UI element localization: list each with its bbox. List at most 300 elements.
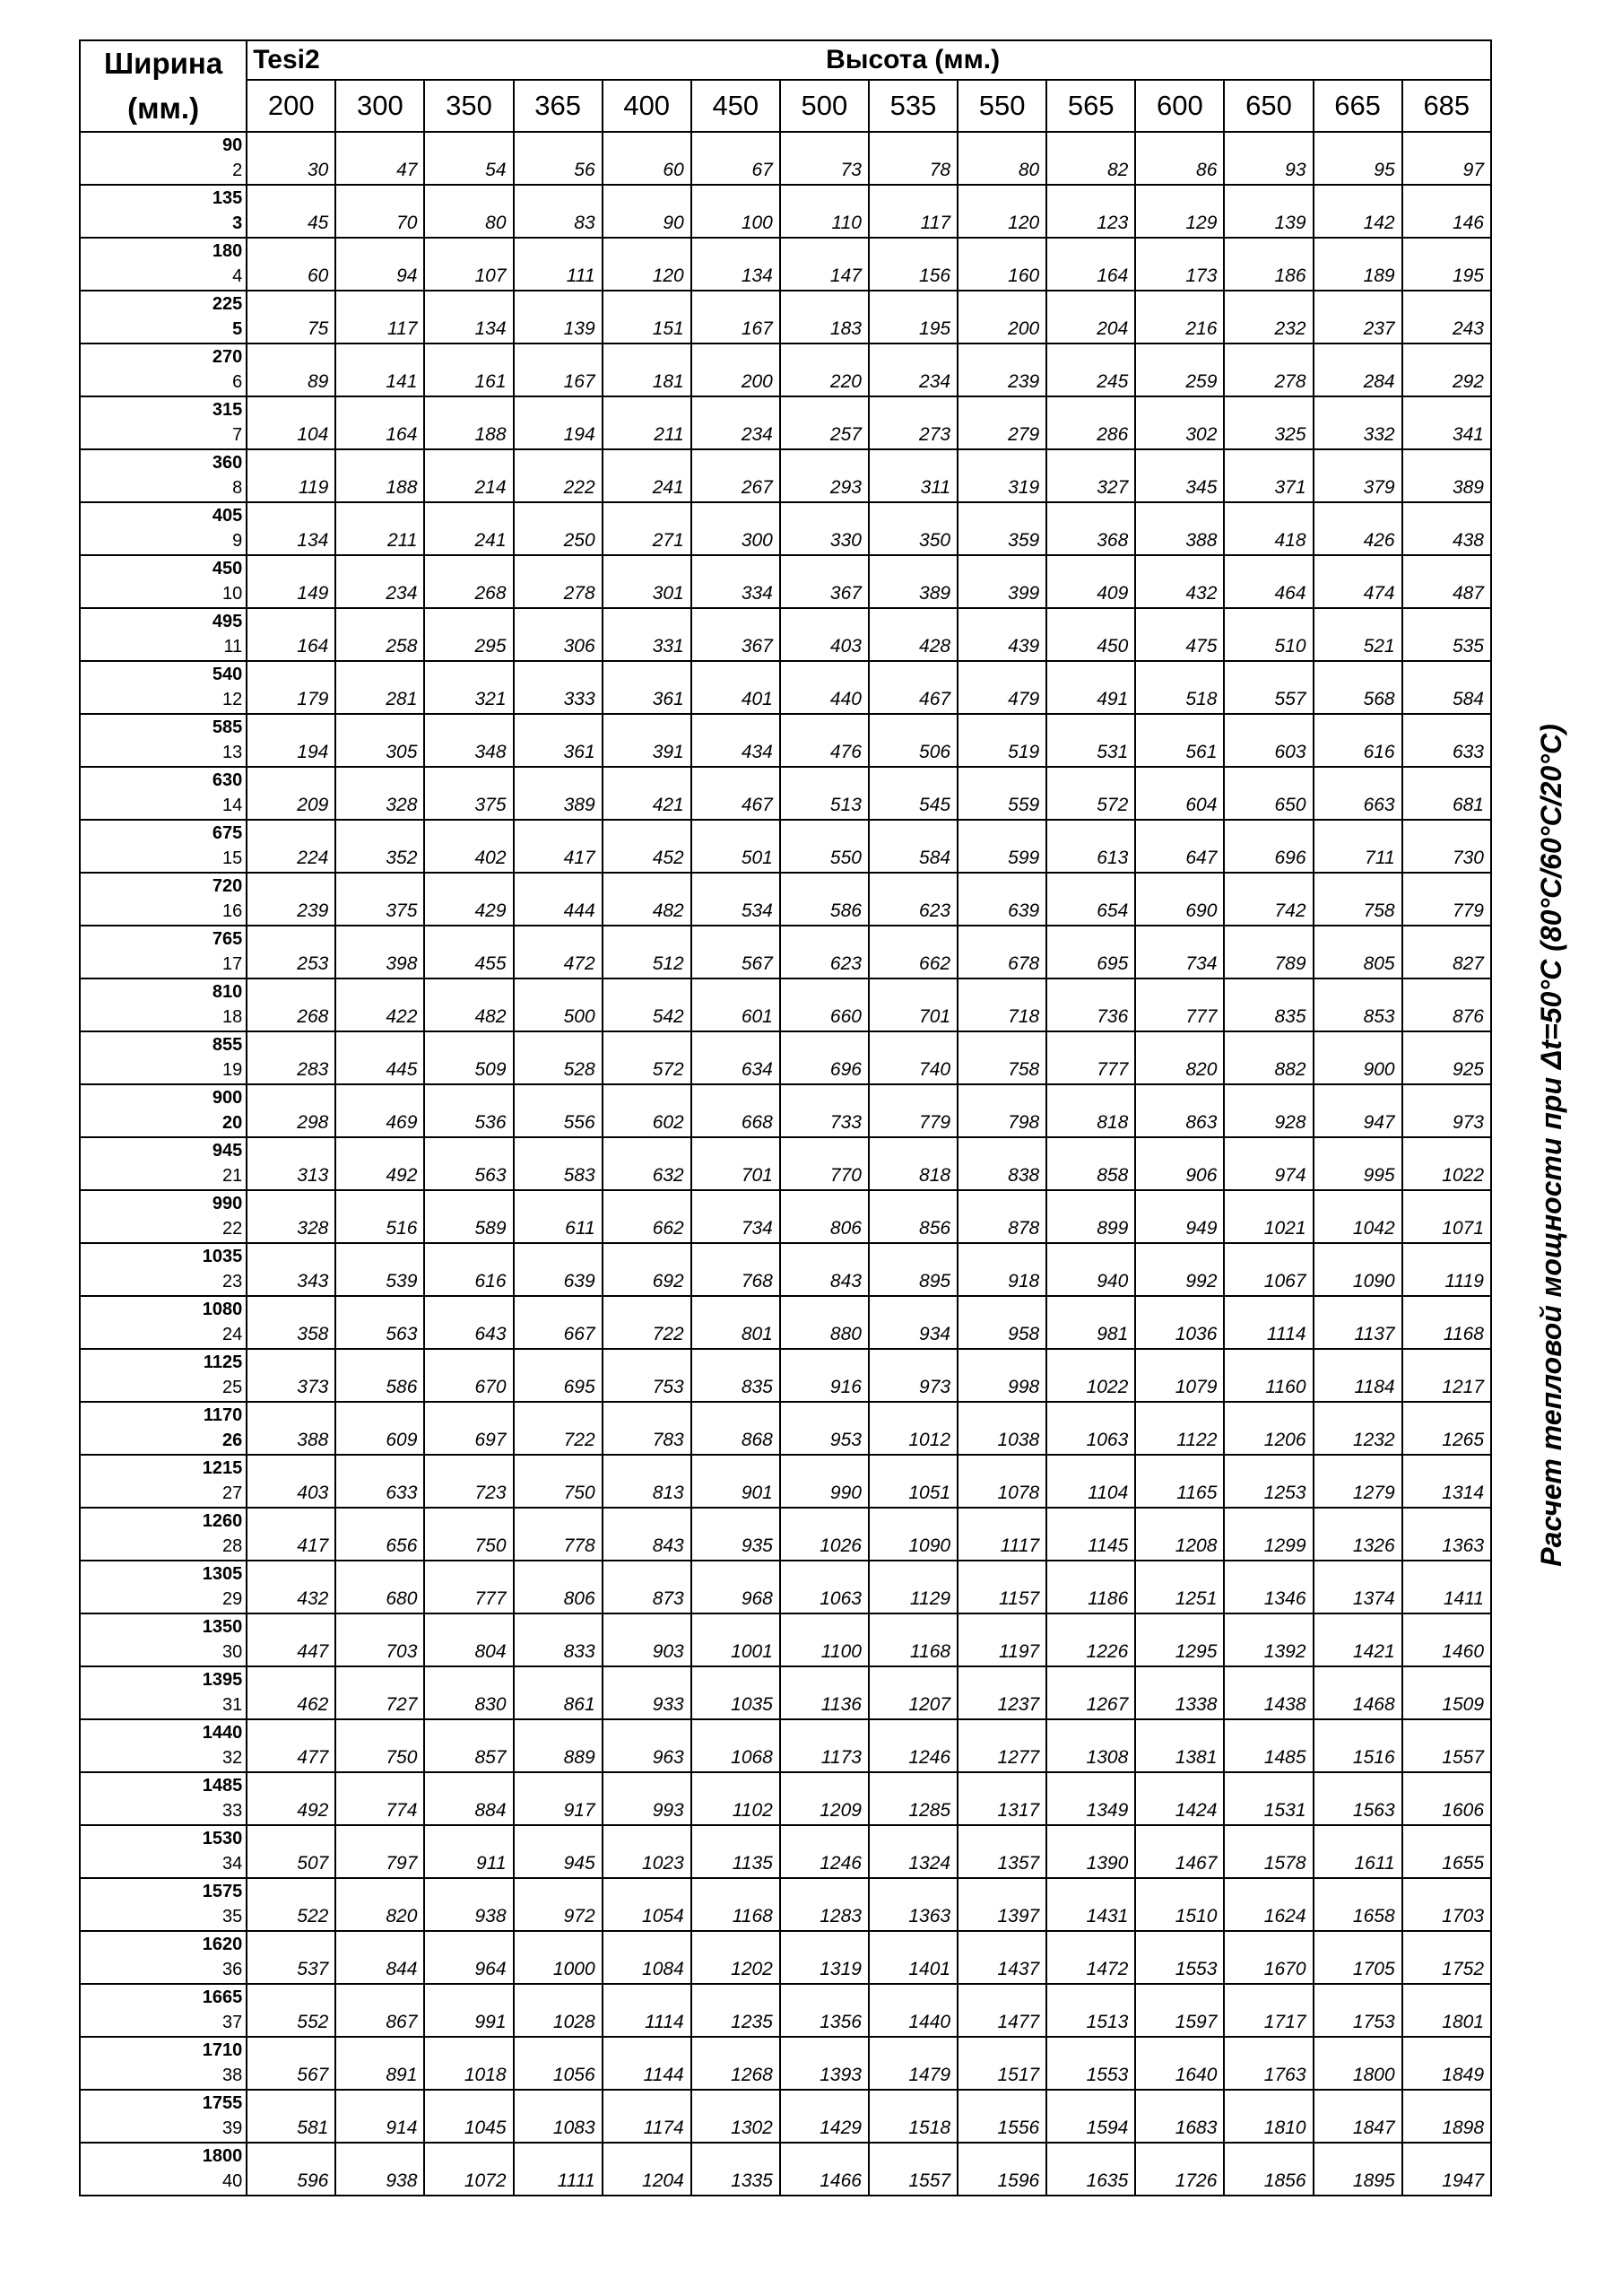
header-row-1 xyxy=(80,40,1491,80)
power-value-cell: 472 xyxy=(514,926,603,978)
height-header-cell: 600 xyxy=(1135,80,1224,132)
row-section-count: 6 xyxy=(232,372,243,392)
power-value-cell: 1265 xyxy=(1402,1402,1491,1455)
power-value-cell: 1801 xyxy=(1402,1984,1491,2037)
table-row xyxy=(80,1296,1491,1349)
table-row xyxy=(80,502,1491,555)
power-value-cell: 334 xyxy=(691,555,780,608)
power-value-cell: 1068 xyxy=(691,1719,780,1772)
row-width-cell xyxy=(80,1402,247,1455)
power-value-cell: 680 xyxy=(335,1561,424,1613)
power-value-cell: 281 xyxy=(335,661,424,714)
power-value-cell: 611 xyxy=(514,1190,603,1243)
power-value-cell: 550 xyxy=(780,820,869,873)
power-value-cell: 1578 xyxy=(1224,1825,1313,1878)
power-value-cell: 972 xyxy=(514,1878,603,1931)
power-value-cell: 278 xyxy=(514,555,603,608)
power-value-cell: 417 xyxy=(247,1508,335,1561)
power-value-cell: 958 xyxy=(958,1296,1046,1349)
power-value-cell: 656 xyxy=(335,1508,424,1561)
power-value-cell: 426 xyxy=(1314,502,1402,555)
power-value-cell: 1012 xyxy=(869,1402,958,1455)
row-section-count: 23 xyxy=(221,1272,243,1292)
power-value-cell: 889 xyxy=(514,1719,603,1772)
power-value-cell: 1054 xyxy=(603,1878,691,1931)
power-value-cell: 1173 xyxy=(780,1719,869,1772)
power-value-cell: 903 xyxy=(603,1613,691,1666)
power-value-cell: 1429 xyxy=(780,2090,869,2143)
height-header-cell: 665 xyxy=(1314,80,1402,132)
power-value-cell: 563 xyxy=(335,1296,424,1349)
power-value-cell: 1393 xyxy=(780,2037,869,2090)
power-value-cell: 1235 xyxy=(691,1984,780,2037)
power-value-cell: 373 xyxy=(247,1349,335,1402)
power-value-cell: 804 xyxy=(424,1613,513,1666)
power-value-cell: 283 xyxy=(247,1031,335,1084)
power-value-cell: 90 xyxy=(603,185,691,238)
power-value-cell: 758 xyxy=(958,1031,1046,1084)
power-value-cell: 1136 xyxy=(780,1666,869,1719)
table-header xyxy=(80,40,1491,132)
power-value-cell: 1102 xyxy=(691,1772,780,1825)
power-value-cell: 884 xyxy=(424,1772,513,1825)
power-value-cell: 602 xyxy=(603,1084,691,1137)
power-value-cell: 179 xyxy=(247,661,335,714)
power-value-cell: 1753 xyxy=(1314,1984,1402,2037)
power-value-cell: 1703 xyxy=(1402,1878,1491,1931)
row-width-cell xyxy=(80,1455,247,1508)
power-value-cell: 998 xyxy=(958,1349,1046,1402)
row-width-mm: 1260 xyxy=(202,1511,243,1531)
power-value-cell: 1717 xyxy=(1224,1984,1313,2037)
height-header-cell: 200 xyxy=(247,80,335,132)
row-width-cell xyxy=(80,344,247,396)
power-value-cell: 476 xyxy=(780,714,869,767)
power-value-cell: 711 xyxy=(1314,820,1402,873)
power-value-cell: 1072 xyxy=(424,2143,513,2196)
power-value-cell: 662 xyxy=(603,1190,691,1243)
power-value-cell: 1253 xyxy=(1224,1455,1313,1508)
table-row xyxy=(80,1455,1491,1508)
power-value-cell: 278 xyxy=(1224,344,1313,396)
power-value-cell: 403 xyxy=(780,608,869,661)
height-header-cell: 550 xyxy=(958,80,1046,132)
power-value-cell: 402 xyxy=(424,820,513,873)
power-value-cell: 167 xyxy=(514,344,603,396)
power-value-cell: 119 xyxy=(247,449,335,502)
row-section-count: 34 xyxy=(221,1854,243,1874)
power-value-cell: 758 xyxy=(1314,873,1402,926)
row-width-mm: 1530 xyxy=(202,1829,243,1848)
power-value-cell: 1129 xyxy=(869,1561,958,1613)
width-header-line2: (мм.) xyxy=(127,91,200,125)
power-value-cell: 142 xyxy=(1314,185,1402,238)
power-value-cell: 805 xyxy=(1314,926,1402,978)
power-value-cell: 399 xyxy=(958,555,1046,608)
power-value-cell: 1468 xyxy=(1314,1666,1402,1719)
power-value-cell: 440 xyxy=(780,661,869,714)
power-value-cell: 1022 xyxy=(1402,1137,1491,1190)
power-value-cell: 439 xyxy=(958,608,1046,661)
power-value-cell: 777 xyxy=(1135,978,1224,1031)
table-row xyxy=(80,1931,1491,1984)
row-width-mm: 90 xyxy=(221,135,243,155)
power-value-cell: 60 xyxy=(603,132,691,185)
power-value-cell: 1268 xyxy=(691,2037,780,2090)
power-value-cell: 200 xyxy=(691,344,780,396)
power-value-cell: 1204 xyxy=(603,2143,691,2196)
power-value-cell: 195 xyxy=(869,291,958,344)
power-value-cell: 110 xyxy=(780,185,869,238)
row-section-count: 40 xyxy=(221,2171,243,2191)
row-width-mm: 1395 xyxy=(202,1670,243,1690)
power-value-cell: 491 xyxy=(1046,661,1135,714)
power-value-cell: 973 xyxy=(1402,1084,1491,1137)
power-value-cell: 319 xyxy=(958,449,1046,502)
power-value-cell: 695 xyxy=(514,1349,603,1402)
power-value-cell: 200 xyxy=(958,291,1046,344)
table-row xyxy=(80,1137,1491,1190)
table-row xyxy=(80,2090,1491,2143)
power-value-cell: 660 xyxy=(780,978,869,1031)
power-value-cell: 194 xyxy=(514,396,603,449)
power-value-cell: 935 xyxy=(691,1508,780,1561)
power-value-cell: 1556 xyxy=(958,2090,1046,2143)
power-value-cell: 94 xyxy=(335,238,424,291)
power-value-cell: 1401 xyxy=(869,1931,958,1984)
power-value-cell: 1122 xyxy=(1135,1402,1224,1455)
row-width-cell xyxy=(80,926,247,978)
row-section-count: 12 xyxy=(221,690,243,709)
power-value-cell: 1683 xyxy=(1135,2090,1224,2143)
power-value-cell: 245 xyxy=(1046,344,1135,396)
power-value-cell: 750 xyxy=(424,1508,513,1561)
power-value-cell: 949 xyxy=(1135,1190,1224,1243)
power-value-cell: 487 xyxy=(1402,555,1491,608)
power-value-cell: 375 xyxy=(335,873,424,926)
power-value-cell: 1658 xyxy=(1314,1878,1402,1931)
power-value-cell: 1392 xyxy=(1224,1613,1313,1666)
power-value-cell: 1424 xyxy=(1135,1772,1224,1825)
power-value-cell: 1705 xyxy=(1314,1931,1402,1984)
power-value-cell: 100 xyxy=(691,185,780,238)
power-value-cell: 1035 xyxy=(691,1666,780,1719)
power-value-cell: 1197 xyxy=(958,1613,1046,1666)
power-value-cell: 1168 xyxy=(869,1613,958,1666)
power-value-cell: 639 xyxy=(958,873,1046,926)
power-value-cell: 643 xyxy=(424,1296,513,1349)
table-row xyxy=(80,449,1491,502)
power-value-cell: 539 xyxy=(335,1243,424,1296)
power-value-cell: 239 xyxy=(958,344,1046,396)
height-header-cell: 500 xyxy=(780,80,869,132)
power-value-cell: 139 xyxy=(514,291,603,344)
power-value-cell: 1186 xyxy=(1046,1561,1135,1613)
power-value-cell: 827 xyxy=(1402,926,1491,978)
power-value-cell: 403 xyxy=(247,1455,335,1508)
power-value-cell: 117 xyxy=(335,291,424,344)
power-value-cell: 306 xyxy=(514,608,603,661)
power-value-cell: 232 xyxy=(1224,291,1313,344)
power-value-cell: 479 xyxy=(958,661,1046,714)
power-value-cell: 906 xyxy=(1135,1137,1224,1190)
row-width-cell xyxy=(80,820,247,873)
power-value-cell: 858 xyxy=(1046,1137,1135,1190)
power-value-cell: 901 xyxy=(691,1455,780,1508)
power-value-cell: 783 xyxy=(603,1402,691,1455)
power-value-cell: 1237 xyxy=(958,1666,1046,1719)
power-value-cell: 880 xyxy=(780,1296,869,1349)
power-value-cell: 75 xyxy=(247,291,335,344)
row-width-mm: 315 xyxy=(212,400,243,420)
power-value-cell: 434 xyxy=(691,714,780,767)
row-width-mm: 1665 xyxy=(202,1987,243,2007)
power-value-cell: 916 xyxy=(780,1349,869,1402)
power-value-cell: 583 xyxy=(514,1137,603,1190)
power-value-cell: 241 xyxy=(603,449,691,502)
power-value-cell: 1308 xyxy=(1046,1719,1135,1772)
power-value-cell: 633 xyxy=(1402,714,1491,767)
power-value-cell: 97 xyxy=(1402,132,1491,185)
table-row xyxy=(80,1772,1491,1825)
power-value-cell: 1363 xyxy=(1402,1508,1491,1561)
power-value-cell: 1071 xyxy=(1402,1190,1491,1243)
row-width-mm: 585 xyxy=(212,718,243,737)
row-width-cell xyxy=(80,2143,247,2196)
table-row xyxy=(80,978,1491,1031)
power-value-cell: 183 xyxy=(780,291,869,344)
power-value-cell: 740 xyxy=(869,1031,958,1084)
row-width-cell xyxy=(80,1878,247,1931)
power-value-cell: 973 xyxy=(869,1349,958,1402)
power-value-cell: 736 xyxy=(1046,978,1135,1031)
power-value-cell: 1557 xyxy=(869,2143,958,2196)
power-value-cell: 1226 xyxy=(1046,1613,1135,1666)
power-value-cell: 1144 xyxy=(603,2037,691,2090)
power-value-cell: 361 xyxy=(603,661,691,714)
power-value-cell: 561 xyxy=(1135,714,1224,767)
power-value-cell: 1440 xyxy=(869,1984,958,2037)
power-value-cell: 1594 xyxy=(1046,2090,1135,2143)
row-width-cell xyxy=(80,714,247,767)
power-value-cell: 535 xyxy=(1402,608,1491,661)
row-width-mm: 1080 xyxy=(202,1300,243,1319)
power-value-cell: 632 xyxy=(603,1137,691,1190)
power-value-cell: 1397 xyxy=(958,1878,1046,1931)
table-row xyxy=(80,1084,1491,1137)
row-width-cell xyxy=(80,1666,247,1719)
power-value-cell: 572 xyxy=(603,1031,691,1084)
power-value-cell: 1670 xyxy=(1224,1931,1313,1984)
power-value-cell: 995 xyxy=(1314,1137,1402,1190)
row-width-mm: 1620 xyxy=(202,1935,243,1954)
power-value-cell: 147 xyxy=(780,238,869,291)
power-value-cell: 268 xyxy=(247,978,335,1031)
row-section-count: 16 xyxy=(221,901,243,921)
power-value-cell: 1563 xyxy=(1314,1772,1402,1825)
power-value-cell: 492 xyxy=(335,1137,424,1190)
row-width-mm: 945 xyxy=(212,1141,243,1161)
row-section-count: 30 xyxy=(221,1642,243,1662)
power-value-cell: 696 xyxy=(780,1031,869,1084)
height-values-row xyxy=(80,80,1491,132)
power-value-cell: 534 xyxy=(691,873,780,926)
power-value-cell: 1349 xyxy=(1046,1772,1135,1825)
power-value-cell: 633 xyxy=(335,1455,424,1508)
power-value-cell: 211 xyxy=(603,396,691,449)
power-value-cell: 928 xyxy=(1224,1084,1313,1137)
row-width-mm: 360 xyxy=(212,453,243,473)
power-value-cell: 1000 xyxy=(514,1931,603,1984)
power-value-cell: 1038 xyxy=(958,1402,1046,1455)
power-value-cell: 616 xyxy=(1314,714,1402,767)
row-width-cell xyxy=(80,502,247,555)
power-value-cell: 867 xyxy=(335,1984,424,2037)
power-value-cell: 327 xyxy=(1046,449,1135,502)
power-value-cell: 750 xyxy=(514,1455,603,1508)
power-value-cell: 134 xyxy=(424,291,513,344)
power-value-cell: 341 xyxy=(1402,396,1491,449)
power-value-cell: 250 xyxy=(514,502,603,555)
power-value-cell: 173 xyxy=(1135,238,1224,291)
table-row xyxy=(80,714,1491,767)
power-value-cell: 586 xyxy=(335,1349,424,1402)
power-value-cell: 389 xyxy=(514,767,603,820)
power-value-cell: 882 xyxy=(1224,1031,1313,1084)
row-width-mm: 1485 xyxy=(202,1776,243,1796)
power-value-cell: 806 xyxy=(514,1561,603,1613)
power-value-cell: 1104 xyxy=(1046,1455,1135,1508)
power-value-cell: 613 xyxy=(1046,820,1135,873)
power-value-cell: 1209 xyxy=(780,1772,869,1825)
power-value-cell: 1084 xyxy=(603,1931,691,1984)
row-width-mm: 495 xyxy=(212,612,243,631)
power-value-cell: 584 xyxy=(1402,661,1491,714)
power-value-cell: 1467 xyxy=(1135,1825,1224,1878)
power-value-cell: 181 xyxy=(603,344,691,396)
power-value-cell: 1381 xyxy=(1135,1719,1224,1772)
power-value-cell: 835 xyxy=(691,1349,780,1402)
power-value-cell: 401 xyxy=(691,661,780,714)
table-row xyxy=(80,1349,1491,1402)
power-value-cell: 567 xyxy=(691,926,780,978)
table-row xyxy=(80,661,1491,714)
power-value-cell: 964 xyxy=(424,1931,513,1984)
row-width-mm: 180 xyxy=(212,241,243,261)
power-value-cell: 1898 xyxy=(1402,2090,1491,2143)
power-value-cell: 891 xyxy=(335,2037,424,2090)
power-value-cell: 798 xyxy=(958,1084,1046,1137)
power-value-cell: 95 xyxy=(1314,132,1402,185)
power-value-cell: 681 xyxy=(1402,767,1491,820)
power-value-cell: 663 xyxy=(1314,767,1402,820)
power-value-cell: 895 xyxy=(869,1243,958,1296)
power-value-cell: 1206 xyxy=(1224,1402,1313,1455)
heat-output-table-sheet xyxy=(79,39,1492,2196)
power-value-cell: 697 xyxy=(424,1402,513,1455)
power-value-cell: 1145 xyxy=(1046,1508,1135,1561)
power-value-cell: 1856 xyxy=(1224,2143,1313,2196)
power-value-cell: 779 xyxy=(869,1084,958,1137)
power-value-cell: 86 xyxy=(1135,132,1224,185)
power-value-cell: 89 xyxy=(247,344,335,396)
power-value-cell: 80 xyxy=(424,185,513,238)
row-width-cell xyxy=(80,1296,247,1349)
table-row xyxy=(80,1984,1491,2037)
power-value-cell: 492 xyxy=(247,1772,335,1825)
power-value-cell: 853 xyxy=(1314,978,1402,1031)
power-value-cell: 1302 xyxy=(691,2090,780,2143)
power-value-cell: 146 xyxy=(1402,185,1491,238)
power-value-cell: 222 xyxy=(514,449,603,502)
power-value-cell: 647 xyxy=(1135,820,1224,873)
power-value-cell: 899 xyxy=(1046,1190,1135,1243)
power-value-cell: 1056 xyxy=(514,2037,603,2090)
power-value-cell: 186 xyxy=(1224,238,1313,291)
table-row xyxy=(80,1190,1491,1243)
power-value-cell: 330 xyxy=(780,502,869,555)
power-value-cell: 1174 xyxy=(603,2090,691,2143)
power-value-cell: 1042 xyxy=(1314,1190,1402,1243)
row-section-count: 3 xyxy=(232,213,243,233)
power-value-cell: 311 xyxy=(869,449,958,502)
power-value-cell: 1028 xyxy=(514,1984,603,2037)
power-value-cell: 1277 xyxy=(958,1719,1046,1772)
power-value-cell: 722 xyxy=(603,1296,691,1349)
power-value-cell: 668 xyxy=(691,1084,780,1137)
power-value-cell: 389 xyxy=(1402,449,1491,502)
power-value-cell: 1067 xyxy=(1224,1243,1313,1296)
power-value-cell: 1431 xyxy=(1046,1878,1135,1931)
row-width-mm: 990 xyxy=(212,1194,243,1213)
power-value-cell: 639 xyxy=(514,1243,603,1296)
power-value-cell: 742 xyxy=(1224,873,1313,926)
row-section-count: 24 xyxy=(221,1325,243,1344)
row-width-mm: 1305 xyxy=(202,1564,243,1584)
row-width-mm: 450 xyxy=(212,559,243,578)
power-value-cell: 667 xyxy=(514,1296,603,1349)
row-width-mm: 1215 xyxy=(202,1458,243,1478)
table-row xyxy=(80,1666,1491,1719)
row-width-cell xyxy=(80,185,247,238)
row-section-count: 15 xyxy=(221,848,243,868)
height-header-cell: 400 xyxy=(603,80,691,132)
row-section-count: 17 xyxy=(221,954,243,974)
power-value-cell: 104 xyxy=(247,396,335,449)
power-value-cell: 160 xyxy=(958,238,1046,291)
power-value-cell: 516 xyxy=(335,1190,424,1243)
power-value-cell: 467 xyxy=(869,661,958,714)
power-value-cell: 1079 xyxy=(1135,1349,1224,1402)
power-value-cell: 361 xyxy=(514,714,603,767)
power-value-cell: 70 xyxy=(335,185,424,238)
power-value-cell: 188 xyxy=(335,449,424,502)
power-value-cell: 1597 xyxy=(1135,1984,1224,2037)
height-header-title: Высота (мм.) xyxy=(335,40,1491,80)
power-value-cell: 220 xyxy=(780,344,869,396)
power-value-cell: 164 xyxy=(247,608,335,661)
power-value-cell: 1083 xyxy=(514,2090,603,2143)
row-width-cell xyxy=(80,1931,247,1984)
power-value-cell: 1295 xyxy=(1135,1613,1224,1666)
power-value-cell: 938 xyxy=(335,2143,424,2196)
row-section-count: 4 xyxy=(232,266,243,286)
row-width-cell xyxy=(80,2090,247,2143)
power-value-cell: 1090 xyxy=(869,1508,958,1561)
power-value-cell: 482 xyxy=(603,873,691,926)
power-value-cell: 214 xyxy=(424,449,513,502)
power-value-cell: 833 xyxy=(514,1613,603,1666)
